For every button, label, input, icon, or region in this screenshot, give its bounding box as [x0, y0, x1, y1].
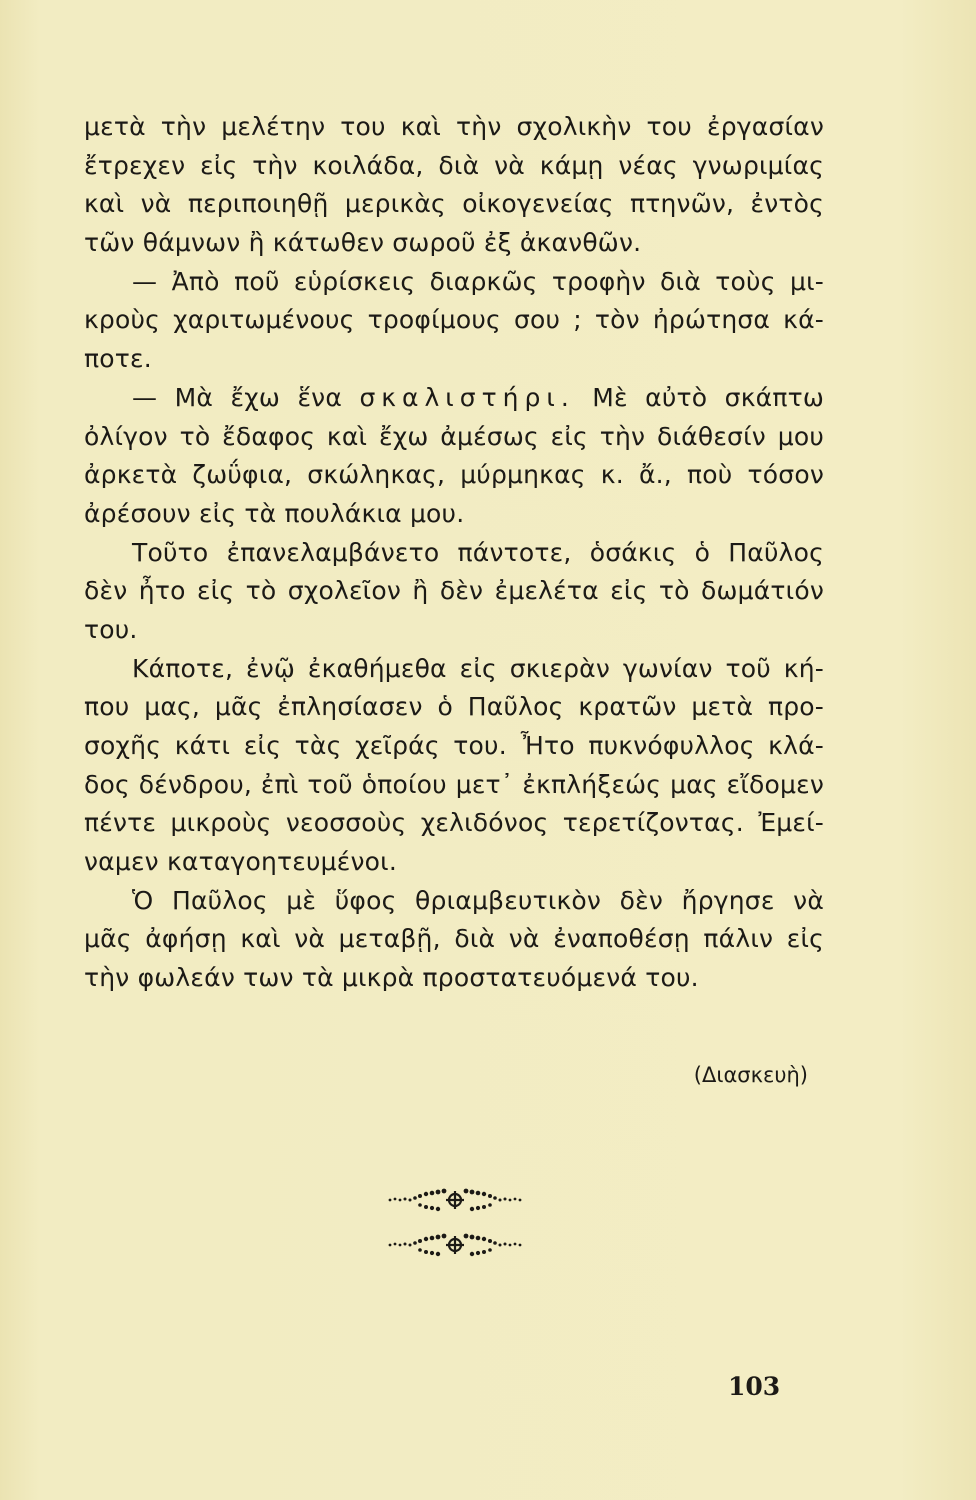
text-line [84, 379, 824, 418]
text-line: — Ἀπὸ ποῦ εὑρίσκεις διαρκῶς τροφὴν διὰ τοὺς μι- [132, 266, 824, 296]
text-line: ὀλίγον τὸ ἔδαφος καὶ ἔχω ἀμέσως εἰς τὴν διάθεσίν μου [84, 421, 824, 451]
text-line: Ὁ Παῦλος μὲ ὕφος θριαμβευτικὸν δὲν ἤργησε νὰ [132, 885, 824, 915]
dotted-divider-ornament [380, 1175, 530, 1275]
text-line: κροὺς χαριτωμένους τροφίμους σου ; τὸν ἠρώτησα κά- [84, 305, 824, 335]
text-line: μᾶς ἀφήσῃ καὶ νὰ μεταβῇ, διὰ νὰ ἐναποθέσῃ πάλιν εἰς [84, 924, 824, 954]
text-line: καὶ νὰ περιποιηθῇ μερικὰς οἰκογενείας πτηνῶν, ἐντὸς [84, 189, 824, 219]
text-line: ποτε. [84, 344, 152, 374]
text-line: τῶν θάμνων ἢ κάτωθεν σωροῦ ἐξ ἀκανθῶν. [84, 228, 642, 258]
attribution: (Διασκευὴ) [693, 1063, 808, 1087]
text-line: ἀρέσουν εἰς τὰ πουλάκια μου. [84, 498, 465, 528]
text-line: τὴν φωλεάν των τὰ μικρὰ προστατευόμενά του. [84, 963, 699, 993]
emphasized-word: σκαλιστήρι. [359, 382, 575, 412]
text-line: Τοῦτο ἐπανελαμβάνετο πάντοτε, ὁσάκις ὁ Παῦλος [132, 537, 824, 567]
page-number: 103 [728, 1372, 781, 1401]
text-line: σοχῆς κάτι εἰς τὰς χεῖράς του. Ἦτο πυκνόφυλλος κλά- [84, 731, 824, 760]
body-text [84, 108, 824, 998]
text-line: μετὰ τὴν μελέτην του καὶ τὴν σχολικὴν του ἐργασίαν [84, 112, 824, 141]
text-line: ἔτρεχεν εἰς τὴν κοιλάδα, διὰ νὰ κάμῃ νέας γνωριμίας [84, 150, 824, 180]
text-line: ἀρκετὰ ζωΰφια, σκώληκας, μύρμηκας κ. ἄ., ποὺ τόσον [84, 460, 824, 490]
text-line: ναμεν καταγοητευμένοι. [84, 847, 397, 877]
text-line: του. [84, 614, 138, 644]
text-segment: Μὲ αὐτὸ σκάπτω [592, 382, 824, 412]
text-line: που μας, μᾶς ἐπλησίασεν ὁ Παῦλος κρατῶν μετὰ προ- [84, 692, 824, 722]
text-line: δος δένδρου, ἐπὶ τοῦ ὁποίου μετ᾽ ἐκπλήξεώς μας εἴδομεν [84, 769, 824, 799]
text-segment: — Μὰ ἔχω ἕνα [132, 382, 343, 412]
text-line: πέντε μικροὺς νεοσσοὺς χελιδόνος τερετίζοντας. Ἐμεί- [84, 808, 824, 838]
text-line: δὲν ἦτο εἰς τὸ σχολεῖον ἢ δὲν ἐμελέτα εἰς τὸ δωμάτιόν [84, 576, 824, 606]
text-line: Κάποτε, ἐνῷ ἐκαθήμεθα εἰς σκιερὰν γωνίαν τοῦ κή- [132, 653, 824, 683]
